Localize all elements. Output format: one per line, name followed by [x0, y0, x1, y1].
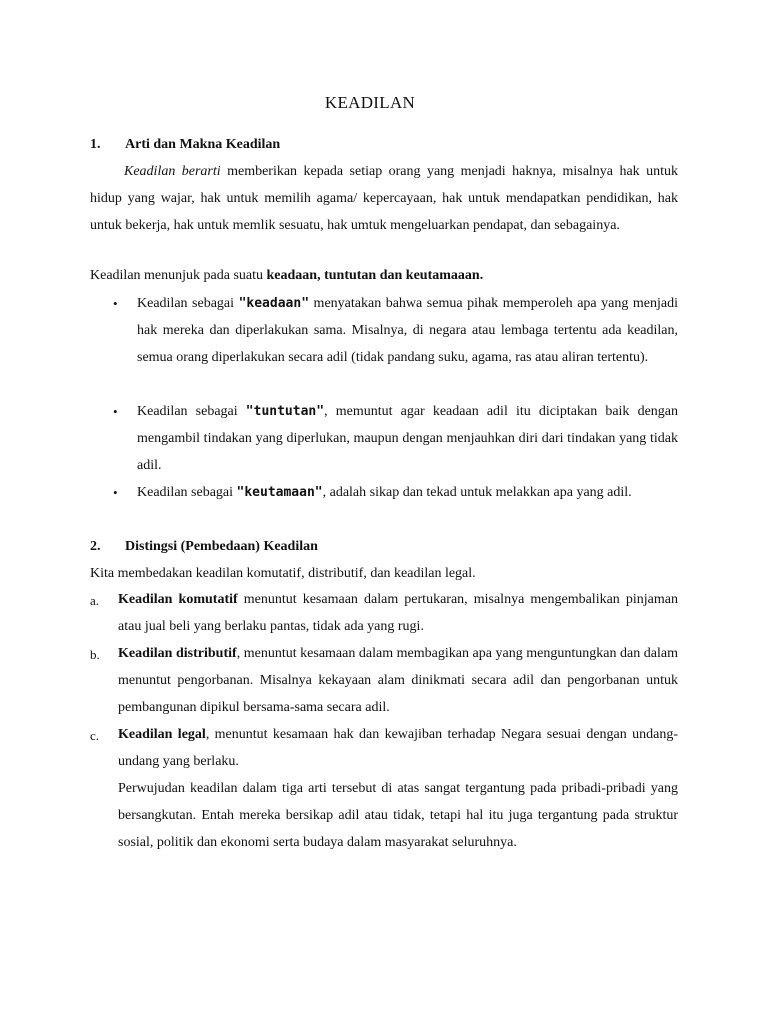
bullet-text: , adalah sikap dan tekad untuk melakkan apa yang adil. [322, 485, 632, 500]
list-item-komutatif [118, 586, 678, 640]
line-prefix: Keadilan menunjuk pada suatu [90, 268, 267, 283]
closing-paragraph: Perwujudan keadilan dalam tiga arti tersebut di atas sangat tergantung pada pribadi-pribadi yang bersangkutan. Entah mereka bersikap adil atau tidak, tetapi hal itu juga tergantung pada struktur sosial, politik dan ekonomi serta budaya dalam masyarakat seluruhnya. [118, 781, 678, 850]
list-marker: c. [90, 728, 100, 743]
list-item-term: Keadilan komutatif [118, 592, 238, 607]
list-item-text: , menuntut kesamaan dalam membagikan apa yang menguntungkan dan dalam menuntut pengorbanan. Misalnya kekayaan alam dinikmati secara adil dan pengorbanan untuk pembangunan dipikul bersama-sama secara adil. [118, 646, 678, 715]
list-item-distributif [118, 640, 678, 721]
bullet-item-keadaan [137, 290, 678, 371]
bullet-marker: • [113, 296, 118, 311]
list-marker: b. [90, 647, 100, 662]
keadilan-menunjuk-line [90, 268, 483, 284]
list-marker: a. [90, 593, 100, 608]
line-bold: keadaan, tuntutan dan keutamaaan. [266, 268, 484, 283]
list-item-text: menuntut kesamaan dalam pertukaran, misalnya mengembalikan pinjaman atau jual beli yang berlaku pantas, tidak ada yang rugi. [118, 592, 678, 634]
bullet-prefix: Keadilan sebagai [137, 404, 246, 419]
list-item-legal [118, 721, 678, 775]
bullet-item-tuntutan [137, 398, 678, 479]
bullet-quoted-term: "tuntutan" [245, 404, 325, 419]
section-1-number: 1. [90, 137, 101, 152]
bullet-text: , memuntut agar keadaan adil itu diciptakan baik dengan mengambil tindakan yang diperlukan, maupun dengan menjauhkan diri dari tindakan yang tidak adil. [137, 404, 678, 473]
bullet-marker: • [113, 485, 118, 500]
bullet-text: menyatakan bahwa semua pihak memperoleh apa yang menjadi hak mereka dan diperlakukan sama. Misalnya, di negara atau lembaga tertentu ada keadilan, semua orang diperlakukan secara adil (tidak pandang suku, agama, ras atau aliran tertentu). [137, 296, 678, 365]
section-2-heading-text: Distingsi (Pembedaan) Keadilan [125, 539, 318, 554]
bullet-quoted-term: "keadaan" [238, 296, 310, 311]
list-item-term: Keadilan distributif [118, 646, 237, 661]
bullet-item-keutamaan [137, 479, 678, 506]
section-1-heading-text: Arti dan Makna Keadilan [125, 137, 281, 152]
bullet-prefix: Keadilan sebagai [137, 485, 237, 500]
bullet-prefix: Keadilan sebagai [137, 296, 239, 311]
list-item-term: Keadilan legal [118, 727, 206, 742]
bullet-quoted-term: "keutamaan" [236, 485, 323, 500]
intro-text: memberikan kepada setiap orang yang menjadi haknya, misalnya hak untuk hidup yang wajar, hak untuk memilih agama/ kepercayaan, hak untuk mendapatkan pendidikan, hak untuk bekerja, hak untuk memlik sesuatu, hak umtuk mengeluarkan pendapat, dan sebagainya. [90, 164, 678, 233]
intro-italic: Keadilan berarti [124, 164, 221, 179]
list-item-text: , menuntut kesamaan hak dan kewajiban terhadap Negara sesuai dengan undang-undang yang berlaku. [118, 727, 678, 769]
document-title: KEADILAN [324, 93, 416, 112]
section-1-heading [90, 137, 280, 153]
section-2-number: 2. [90, 539, 101, 554]
bullet-marker: • [113, 404, 118, 419]
section-1-intro [90, 158, 678, 239]
section-2-heading [90, 539, 318, 555]
section-2-intro: Kita membedakan keadilan komutatif, distributif, dan keadilan legal. [90, 566, 476, 581]
